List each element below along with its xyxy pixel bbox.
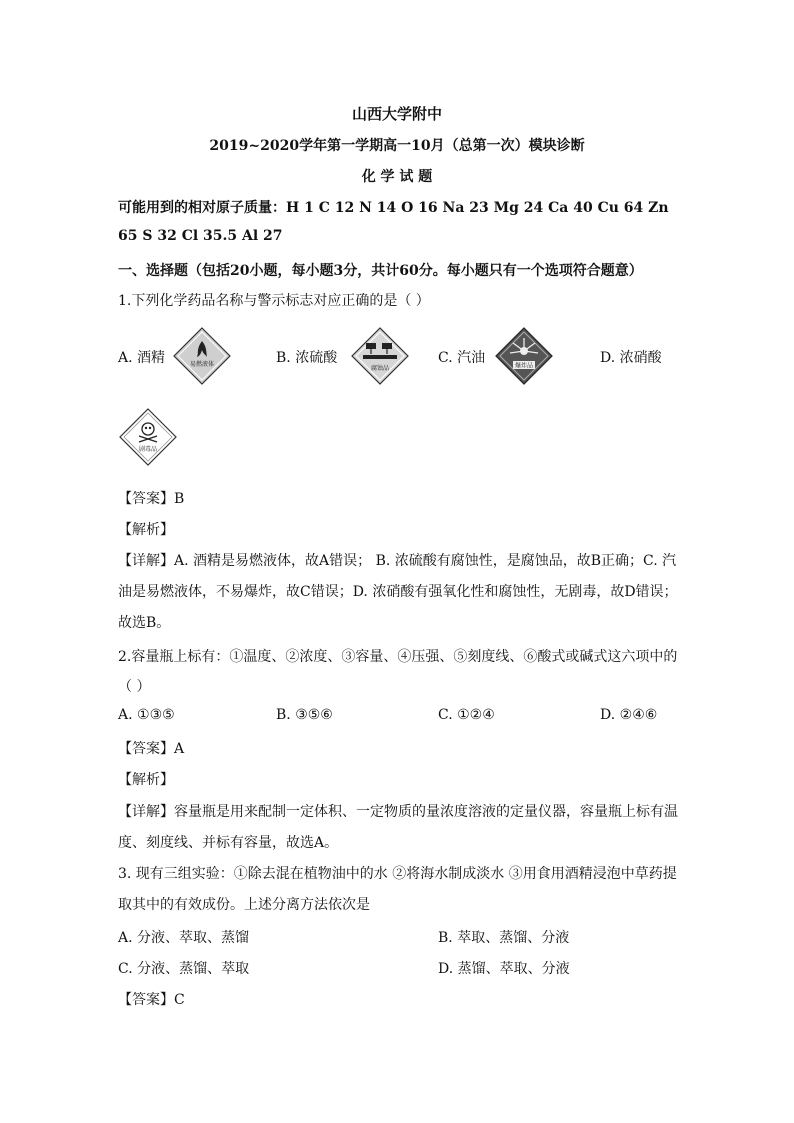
sign-label-c: 爆炸品	[514, 362, 534, 370]
option-text: 酒精	[137, 350, 166, 366]
q1-option-b	[276, 347, 337, 367]
q1-option-c	[438, 347, 485, 367]
option-letter: C.	[438, 350, 453, 366]
option-letter: A.	[118, 707, 133, 723]
q3-stem-line-1: 3. 现有三组实验：①除去混在植物油中的水 ②将海水制成淡水 ③用食用酒精浸泡中草药提	[118, 866, 677, 882]
q2-option-b	[276, 707, 333, 723]
q3-stem-line-2: 取其中的有效成份。上述分离方法依次是	[118, 897, 370, 913]
sign-label-d: 剧毒品	[138, 446, 158, 453]
option-text: 萃取、蒸馏、分液	[457, 930, 570, 946]
exam-title: 2019~2020学年第一学期高一10月（总第一次）模块诊断	[209, 138, 585, 154]
atomic-masses-line2: 65 S 32 Cl 35.5 Al 27	[118, 228, 283, 244]
q1-stem: 1.下列化学药品名称与警示标志对应正确的是（ ）	[118, 293, 430, 309]
q1-option-a	[118, 347, 165, 367]
option-letter: C.	[438, 707, 453, 723]
option-letter: D.	[600, 707, 616, 723]
option-text: 浓硫酸	[295, 350, 338, 366]
section-title: 一、选择题（包括20小题，每小题3分，共计60分。每小题只有一个选项符合题意）	[118, 263, 643, 279]
skull-icon	[118, 407, 178, 467]
q1-option-d	[600, 347, 662, 367]
q2-analysis-label: 【解析】	[118, 772, 174, 788]
q3-option-b	[438, 927, 569, 947]
option-text: 蒸馏、萃取、分液	[457, 961, 570, 977]
q2-answer: 【答案】A	[118, 741, 185, 757]
sign-label-b: 腐蚀品	[370, 365, 390, 372]
atomic-masses-line1: 可能用到的相对原子质量：H 1 C 12 N 14 O 16 Na 23 Mg 24 Ca 40 Cu 64 Zn	[118, 200, 669, 216]
option-letter: D.	[438, 961, 454, 977]
q1-detail-line-3: 故选B。	[118, 615, 171, 631]
option-text: 分液、蒸馏、萃取	[137, 961, 250, 977]
q2-stem-line-2: （ ）	[118, 679, 151, 695]
option-letter: A.	[118, 350, 133, 366]
option-text: 汽油	[457, 350, 486, 366]
q2-option-a	[118, 707, 175, 723]
option-text: ①②④	[457, 707, 495, 723]
q3-option-c	[118, 958, 249, 978]
option-text: 浓硝酸	[619, 350, 662, 366]
explosion-icon	[494, 326, 554, 386]
corrosive-icon	[350, 326, 410, 386]
option-letter: B.	[276, 707, 291, 723]
q2-detail-line-1: 【详解】容量瓶是用来配制一定体积、一定物质的量浓度溶液的定量仪器，容量瓶上标有温	[118, 804, 678, 820]
subject-title: 化 学 试 题	[361, 169, 433, 185]
q2-detail-line-2: 度、刻度线、并标有容量，故选A。	[118, 835, 339, 851]
q1-analysis-label: 【解析】	[118, 522, 174, 538]
q1-answer: 【答案】B	[118, 491, 185, 507]
option-text: ①③⑤	[137, 707, 175, 723]
school-name: 山西大学附中	[351, 105, 442, 123]
q2-option-c	[438, 707, 495, 723]
option-letter: B.	[438, 930, 453, 946]
flame-icon	[172, 326, 232, 386]
option-text: ③⑤⑥	[295, 707, 333, 723]
q2-stem-line-1: 2.容量瓶上标有：①温度、②浓度、③容量、④压强、⑤刻度线、⑥酸式或碱式这六项中的	[118, 649, 678, 665]
option-letter: A.	[118, 930, 133, 946]
q3-option-a	[118, 927, 249, 947]
option-text: 分液、萃取、蒸馏	[137, 930, 250, 946]
option-text: ②④⑥	[619, 707, 658, 723]
option-letter: C.	[118, 961, 133, 977]
q3-option-d	[438, 958, 570, 978]
q1-detail-line-1: 【详解】A. 酒精是易燃液体，故A错误； B. 浓硫酸有腐蚀性，是腐蚀品，故B正确；C. 汽	[118, 553, 677, 569]
q1-detail-line-2: 油是易燃液体，不易爆炸，故C错误；D. 浓硝酸有强氧化性和腐蚀性，无剧毒，故D错误；	[118, 584, 678, 600]
sign-label-a: 易燃液体	[189, 361, 215, 368]
option-letter: B.	[276, 350, 291, 366]
q2-option-d	[600, 707, 657, 723]
q3-answer: 【答案】C	[118, 992, 185, 1008]
option-letter: D.	[600, 350, 616, 366]
